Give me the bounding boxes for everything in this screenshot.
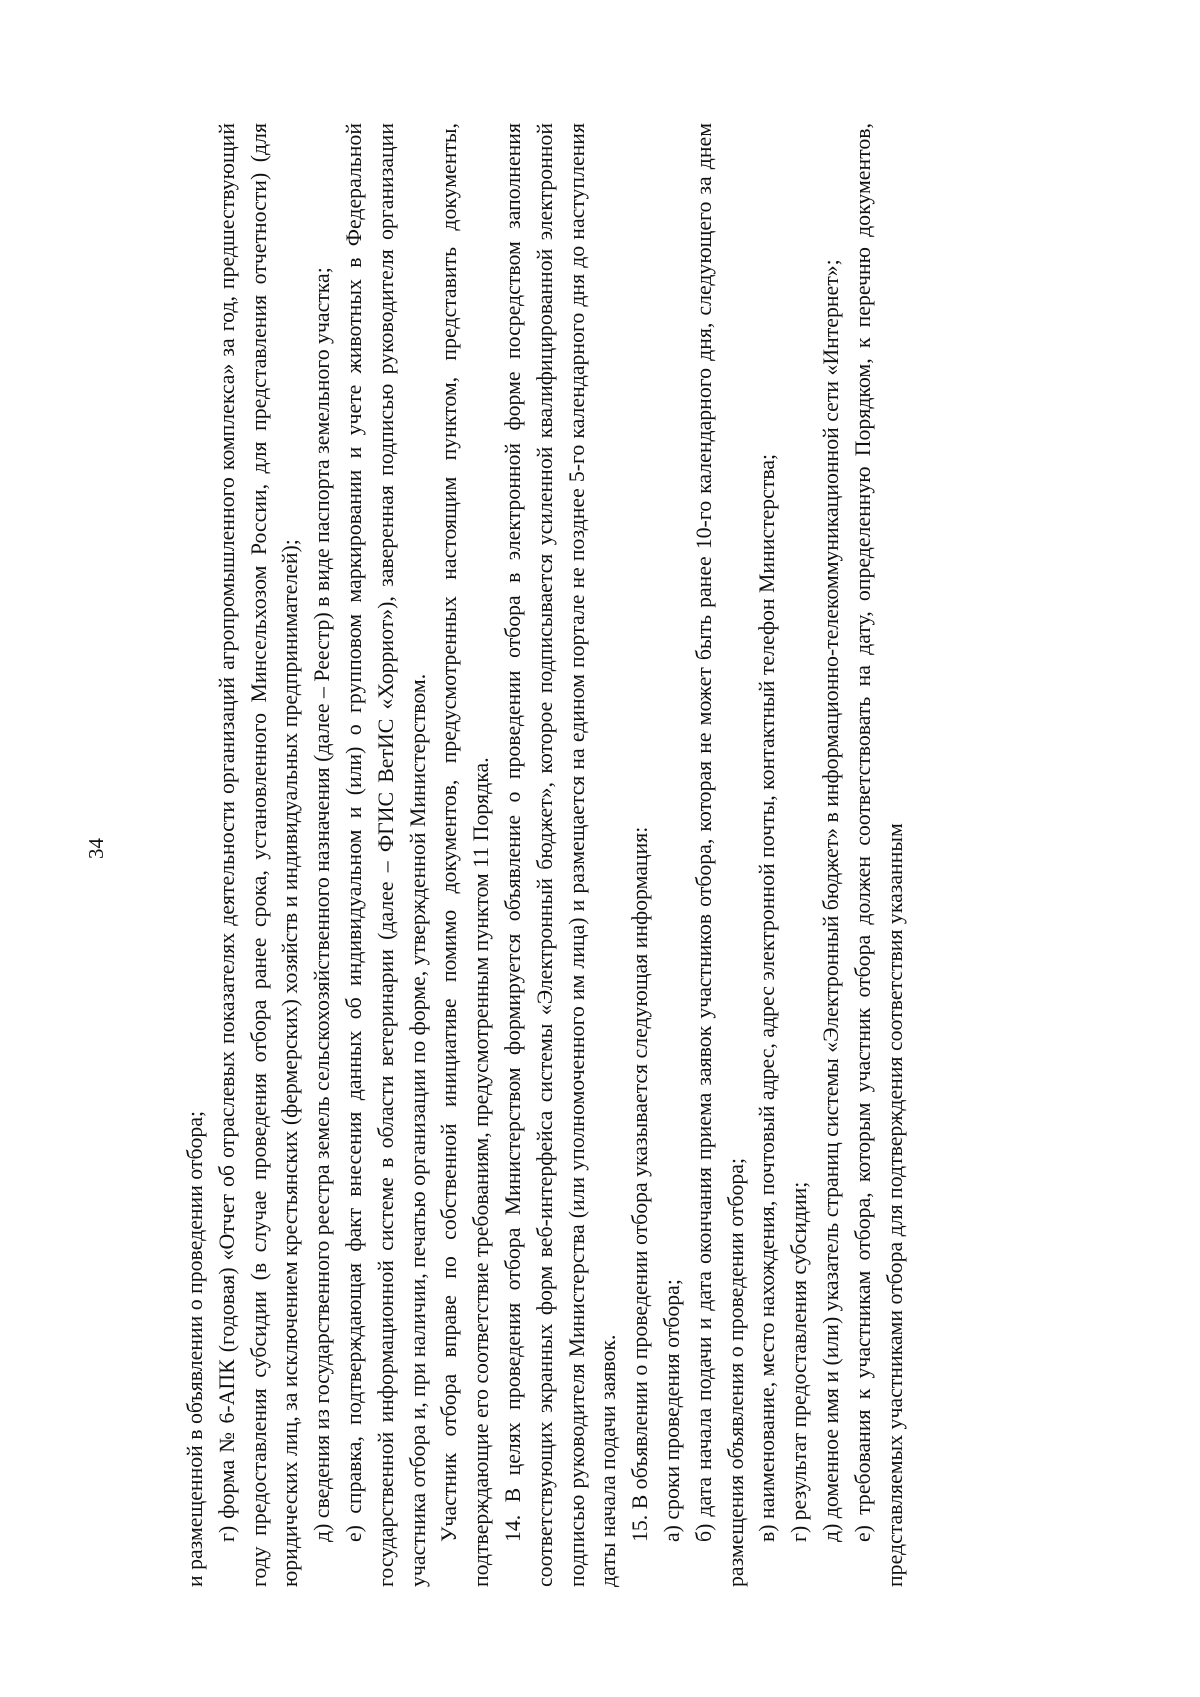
body-text	[180, 123, 911, 1587]
paragraph: Участник отбора вправе по собственной инициативе помимо документов, предусмотренных настоящим пунктом, представить документы, подтверждающие его соответствие требованиям, предусмотренным пунктом 11 Порядка.	[437, 123, 494, 1587]
paragraph: д) сведения из государственного реестра земель сельскохозяйственного назначения (далее – Реестр) в виде паспорта земельного участка;	[310, 267, 335, 1542]
page-number: 34	[84, 838, 108, 859]
paragraph: г) результат предоставления субсидии;	[787, 1181, 812, 1542]
paragraph: а) сроки проведения отбора;	[659, 1279, 684, 1542]
paragraph: е) справка, подтверждающая факт внесения данных об индивидуальном и (или) о групповом маркировании и учете животных в Федеральной государственной информационной системе в области ветеринарии (далее – ФГИС ВетИС «Хорриот»), заверенная подписью руководителя организации участника отбора и, при наличии, печатью организации по форме, утвержденной Министерством.	[341, 123, 430, 1587]
paragraph: 15. В объявлении о проведении отбора указывается следующая информация:	[628, 826, 653, 1542]
paragraph: д) доменное имя и (или) указатель страниц системы «Электронный бюджет» в информационно-телекоммуникационной сети «Интернет»;	[818, 259, 843, 1542]
paragraph: и размещенной в объявлении о проведении отбора;	[183, 1110, 207, 1587]
paragraph: г) форма № 6-АПК (годовая) «Отчет об отраслевых показателях деятельности организаций агропромышленного комплекса» за год, предшествующий году предоставления субсидии (в случае проведения отбора ранее срока, установленного Минсельхозом России, для представления отчетности) (для юридических лиц, за исключением крестьянских (фермерских) хозяйств и индивидуальных предпринимателей);	[214, 123, 303, 1587]
paragraph: 14. В целях проведения отбора Министерством формируется объявление о проведении отбора в электронной форме посредством заполнения соответствующих экранных форм веб-интерфейса системы «Электронный бюджет», которое подписывается усиленной квалифицированной электронной подписью руководителя Министерства (или уполномоченного им лица) и размещается на едином портале не позднее 5-го календарного дня до наступления даты начала подачи заявок.	[500, 123, 621, 1587]
paragraph: е) требования к участникам отбора, которым участник отбора должен соответствовать на дату, определенную Порядком, к перечню документов, представляемых участниками отбора для подтверждения соответствия указанным	[850, 123, 907, 1587]
paragraph: б) дата начала подачи и дата окончания приема заявок участников отбора, которая не может быть ранее 10-го календарного дня, следующего за днем размещения объявления о проведении отбора;	[691, 123, 748, 1587]
paragraph: в) наименование, место нахождения, почтовый адрес, адрес электронной почты, контактный телефон Министерства;	[755, 453, 780, 1542]
